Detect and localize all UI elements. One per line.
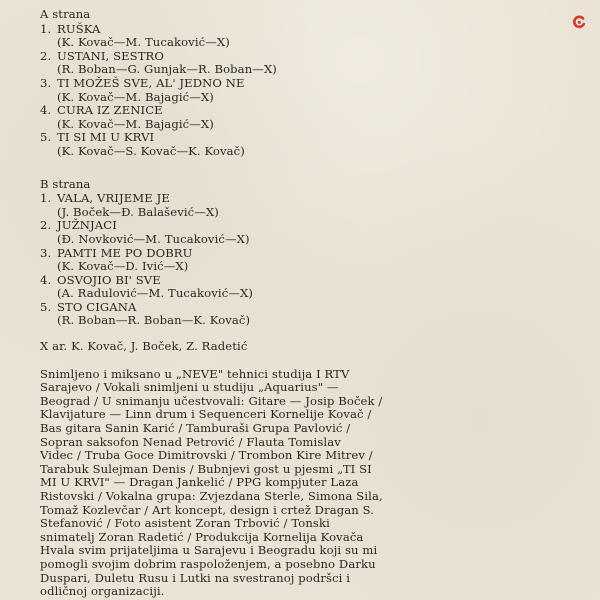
track-number: 1.	[40, 21, 52, 36]
track-number: 5.	[40, 130, 52, 145]
track-item	[40, 50, 390, 77]
record-label-logo-icon	[572, 15, 586, 29]
track-number: 4.	[40, 272, 52, 287]
track-item	[40, 131, 390, 158]
track-credit: (Đ. Novković—M. Tucaković—X)	[57, 231, 250, 246]
arrangement-credit: X ar. K. Kovač, J. Boček, Z. Radetić	[40, 339, 248, 354]
track-item	[40, 104, 390, 131]
track-number: 5.	[40, 299, 52, 314]
credits-line: Duspari, Duletu Rusu i Lutki na svestranoj podršci i	[40, 570, 351, 585]
track-number: 3.	[40, 245, 52, 260]
track-title-line	[40, 301, 390, 315]
credits-line: Beograd / U snimanju učestvovali: Gitare — Josip Boček /	[40, 393, 383, 408]
side-b-heading: B strana	[40, 176, 91, 191]
side-b-track-list	[40, 192, 390, 328]
track-credit: (A. Radulović—M. Tucaković—X)	[57, 286, 253, 301]
track-title: RUŠKA	[57, 21, 101, 36]
track-item	[40, 247, 390, 274]
track-item	[40, 77, 390, 104]
track-item	[40, 192, 390, 219]
credits-line: Klavijature — Linn drum i Sequenceri Kornelije Kovač /	[40, 407, 372, 422]
track-number: 4.	[40, 103, 52, 118]
track-credit: (K. Kovač—S. Kovač—K. Kovač)	[57, 143, 245, 158]
track-credit: (K. Kovač—D. Ivić—X)	[57, 259, 189, 274]
track-credit: (K. Kovač—M. Bajagić—X)	[57, 89, 214, 104]
track-title: USTANI, SESTRO	[57, 48, 164, 63]
track-credit: (K. Kovač—M. Tucaković—X)	[57, 35, 230, 50]
track-number: 2.	[40, 218, 52, 233]
track-number: 1.	[40, 191, 52, 206]
credits-line: MI U KRVI" — Dragan Jankelić / PPG kompjuter Laza	[40, 475, 359, 490]
track-item	[40, 23, 390, 50]
credits-line: Tomaž Kozlevčar / Art koncept, design i crtež Dragan S.	[40, 502, 375, 517]
production-credits	[40, 368, 395, 599]
track-title: JUŽNJACI	[57, 218, 117, 233]
track-number: 2.	[40, 48, 52, 63]
liner-notes	[40, 8, 390, 599]
side-b-section	[40, 178, 390, 329]
credits-line: Tarabuk Sulejman Denis / Bubnjevi gost u pjesmi „TI SI	[40, 461, 372, 476]
side-a-track-list	[40, 23, 390, 159]
credits-line: odličnoj organizaciji.	[40, 584, 165, 599]
track-title-line	[40, 274, 390, 288]
track-title: TI SI MI U KRVI	[57, 130, 155, 145]
credits-line: Sarajevo / Vokali snimljeni u studiju „Aquarius" —	[40, 380, 339, 395]
credits-line: Bas gitara Sanin Karić / Tamburaši Grupa Pavlović /	[40, 421, 351, 436]
track-title-line	[40, 23, 390, 37]
track-title-line	[40, 192, 390, 206]
track-credit: (J. Boček—Đ. Balašević—X)	[57, 204, 219, 219]
track-credit: (R. Boban—R. Boban—K. Kovač)	[57, 313, 251, 328]
track-credit: (K. Kovač—M. Bajagić—X)	[57, 116, 214, 131]
track-title-line	[40, 219, 390, 233]
track-number: 3.	[40, 75, 52, 90]
credits-line: Stefanović / Foto asistent Zoran Trbović / Tonski	[40, 516, 330, 531]
track-title-line	[40, 50, 390, 64]
track-title: VALA, VRIJEME JE	[57, 191, 170, 206]
side-a-heading: A strana	[40, 7, 91, 21]
track-title: CURA IZ ZENICE	[57, 103, 163, 118]
credits-line: Videc / Truba Goce Dimitrovski / Trombon Kire Mitrev /	[40, 448, 373, 463]
track-title-line	[40, 131, 390, 145]
track-item	[40, 219, 390, 246]
credits-line: pomogli svojim dobrim raspoloženjem, a posebno Darku	[40, 556, 376, 571]
track-title-line	[40, 104, 390, 118]
track-item	[40, 301, 390, 328]
track-title: PAMTI ME PO DOBRU	[57, 245, 193, 260]
track-title-line	[40, 77, 390, 91]
side-a-section	[40, 8, 390, 159]
track-credit: (R. Boban—G. Gunjak—R. Boban—X)	[57, 62, 277, 77]
track-title: OSVOJIO BI' SVE	[57, 272, 161, 287]
credits-line: Hvala svim prijateljima u Sarajevu i Beogradu koji su mi	[40, 543, 378, 558]
credits-line: Ristovski / Vokalna grupa: Zvjezdana Sterle, Simona Sila,	[40, 489, 383, 503]
track-title-line	[40, 247, 390, 261]
credits-line: snimatelj Zoran Radetić / Produkcija Kornelija Kovača	[40, 529, 364, 544]
track-title: STO CIGANA	[57, 299, 137, 314]
credits-line: Sopran saksofon Nenad Petrović / Flauta Tomislav	[40, 434, 341, 449]
track-title: TI MOŽEŠ SVE, AL' JEDNO NE	[57, 75, 245, 90]
credits-line: Snimljeno i miksano u „NEVE" tehnici studija I RTV	[40, 366, 350, 381]
track-item	[40, 274, 390, 301]
